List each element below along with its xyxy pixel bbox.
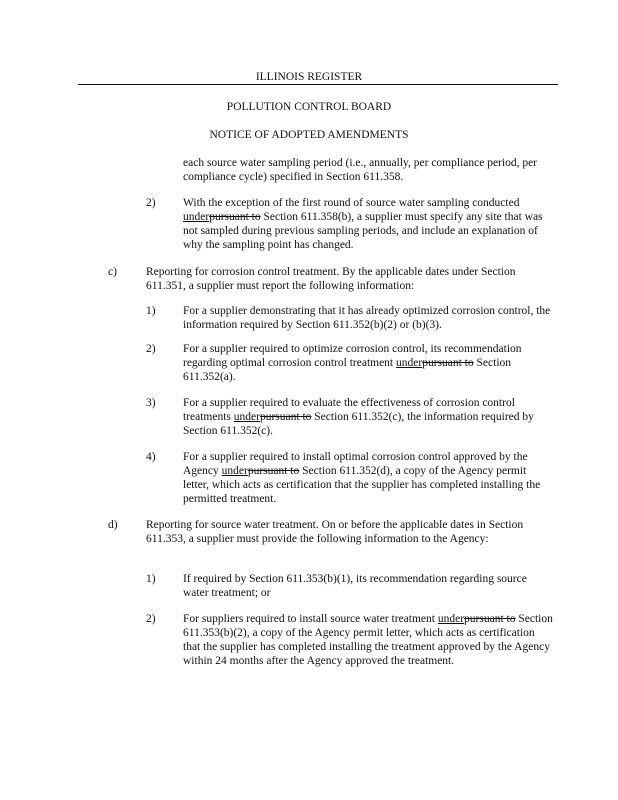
section-c-intro: Reporting for corrosion control treatment. By the applicable dates under Section 611.351, a supplier must report the following information: xyxy=(146,266,516,292)
deleted-text: pursuant to xyxy=(464,613,516,625)
inserted-text: under xyxy=(183,211,210,223)
text-segment: For a supplier required to install optimal corrosion control approved by the Agency xyxy=(183,451,528,477)
text-segment: Section 611.352(c), the information required by Section 611.352(c). xyxy=(183,411,534,437)
text-segment: Section 611.352(a). xyxy=(183,357,512,383)
paragraph-d2 xyxy=(183,612,553,668)
text-segment: For suppliers required to install source water treatment xyxy=(183,613,438,625)
item-number: 1) xyxy=(146,305,156,317)
section-label-c: c) xyxy=(108,266,117,278)
text-segment: If required by Section 611.353(b)(1), its recommendation regarding source water treatment; or xyxy=(183,573,527,599)
item-number: 2) xyxy=(146,197,156,209)
paragraph-d1 xyxy=(183,572,553,600)
item-number: 4) xyxy=(146,451,156,463)
notice-title: NOTICE OF ADOPTED AMENDMENTS xyxy=(209,129,409,141)
board-title: POLLUTION CONTROL BOARD xyxy=(226,101,392,113)
deleted-text: pursuant to xyxy=(209,211,261,223)
paragraph-c4 xyxy=(183,450,553,506)
deleted-text: pursuant to xyxy=(259,411,312,423)
deleted-text: pursuant to xyxy=(247,465,300,477)
inserted-text: under xyxy=(396,357,423,369)
header-rule xyxy=(78,84,558,85)
text-segment: Section 611.353(b)(2), a copy of the Agency permit letter, which acts as certification that the supplier has completed installing the treatment approved by the Agency within 24 months after the Agency approved the treatment. xyxy=(183,613,553,667)
section-d-intro: Reporting for source water treatment. On or before the applicable dates in Section 611.353, a supplier must provide the following information to the Agency: xyxy=(146,519,524,545)
text-segment: For a supplier required to optimize corrosion control, its recommendation regarding optimal corrosion control treatment xyxy=(183,343,522,369)
deleted-text: pursuant to xyxy=(422,357,474,369)
continuation-paragraph: each source water sampling period (i.e., annually, per compliance period, per compliance cycle) specified in Section 611.358. xyxy=(183,157,538,183)
inserted-text: under xyxy=(437,613,465,625)
text-segment: Section 611.358(b), a supplier must specify any site that was not sampled during previous sampling periods, and include an explanation of why the sampling point has changed. xyxy=(183,211,543,251)
paragraph-c2 xyxy=(183,342,553,384)
paragraph-b2 xyxy=(183,196,553,252)
text-segment: For a supplier demonstrating that it has already optimized corrosion control, the information required by Section 611.352(b)(2) or (b)(3). xyxy=(183,305,551,331)
text-segment: For a supplier required to evaluate the effectiveness of corrosion control treatments xyxy=(183,397,515,423)
text-segment: With the exception of the first round of source water sampling conducted xyxy=(183,197,520,209)
text-segment: Section 611.352(d), a copy of the Agency permit letter, which acts as certification that the supplier has completed installing the permitted treatment. xyxy=(183,465,541,505)
inserted-text: under xyxy=(233,411,260,423)
item-number: 2) xyxy=(146,343,156,355)
item-number: 3) xyxy=(146,397,156,409)
item-number: 2) xyxy=(146,613,156,625)
paragraph-c3 xyxy=(183,396,553,438)
inserted-text: under xyxy=(221,465,248,477)
item-number: 1) xyxy=(146,573,156,585)
section-label-d: d) xyxy=(108,519,118,531)
register-title: ILLINOIS REGISTER xyxy=(255,71,363,83)
paragraph-c1 xyxy=(183,304,553,332)
